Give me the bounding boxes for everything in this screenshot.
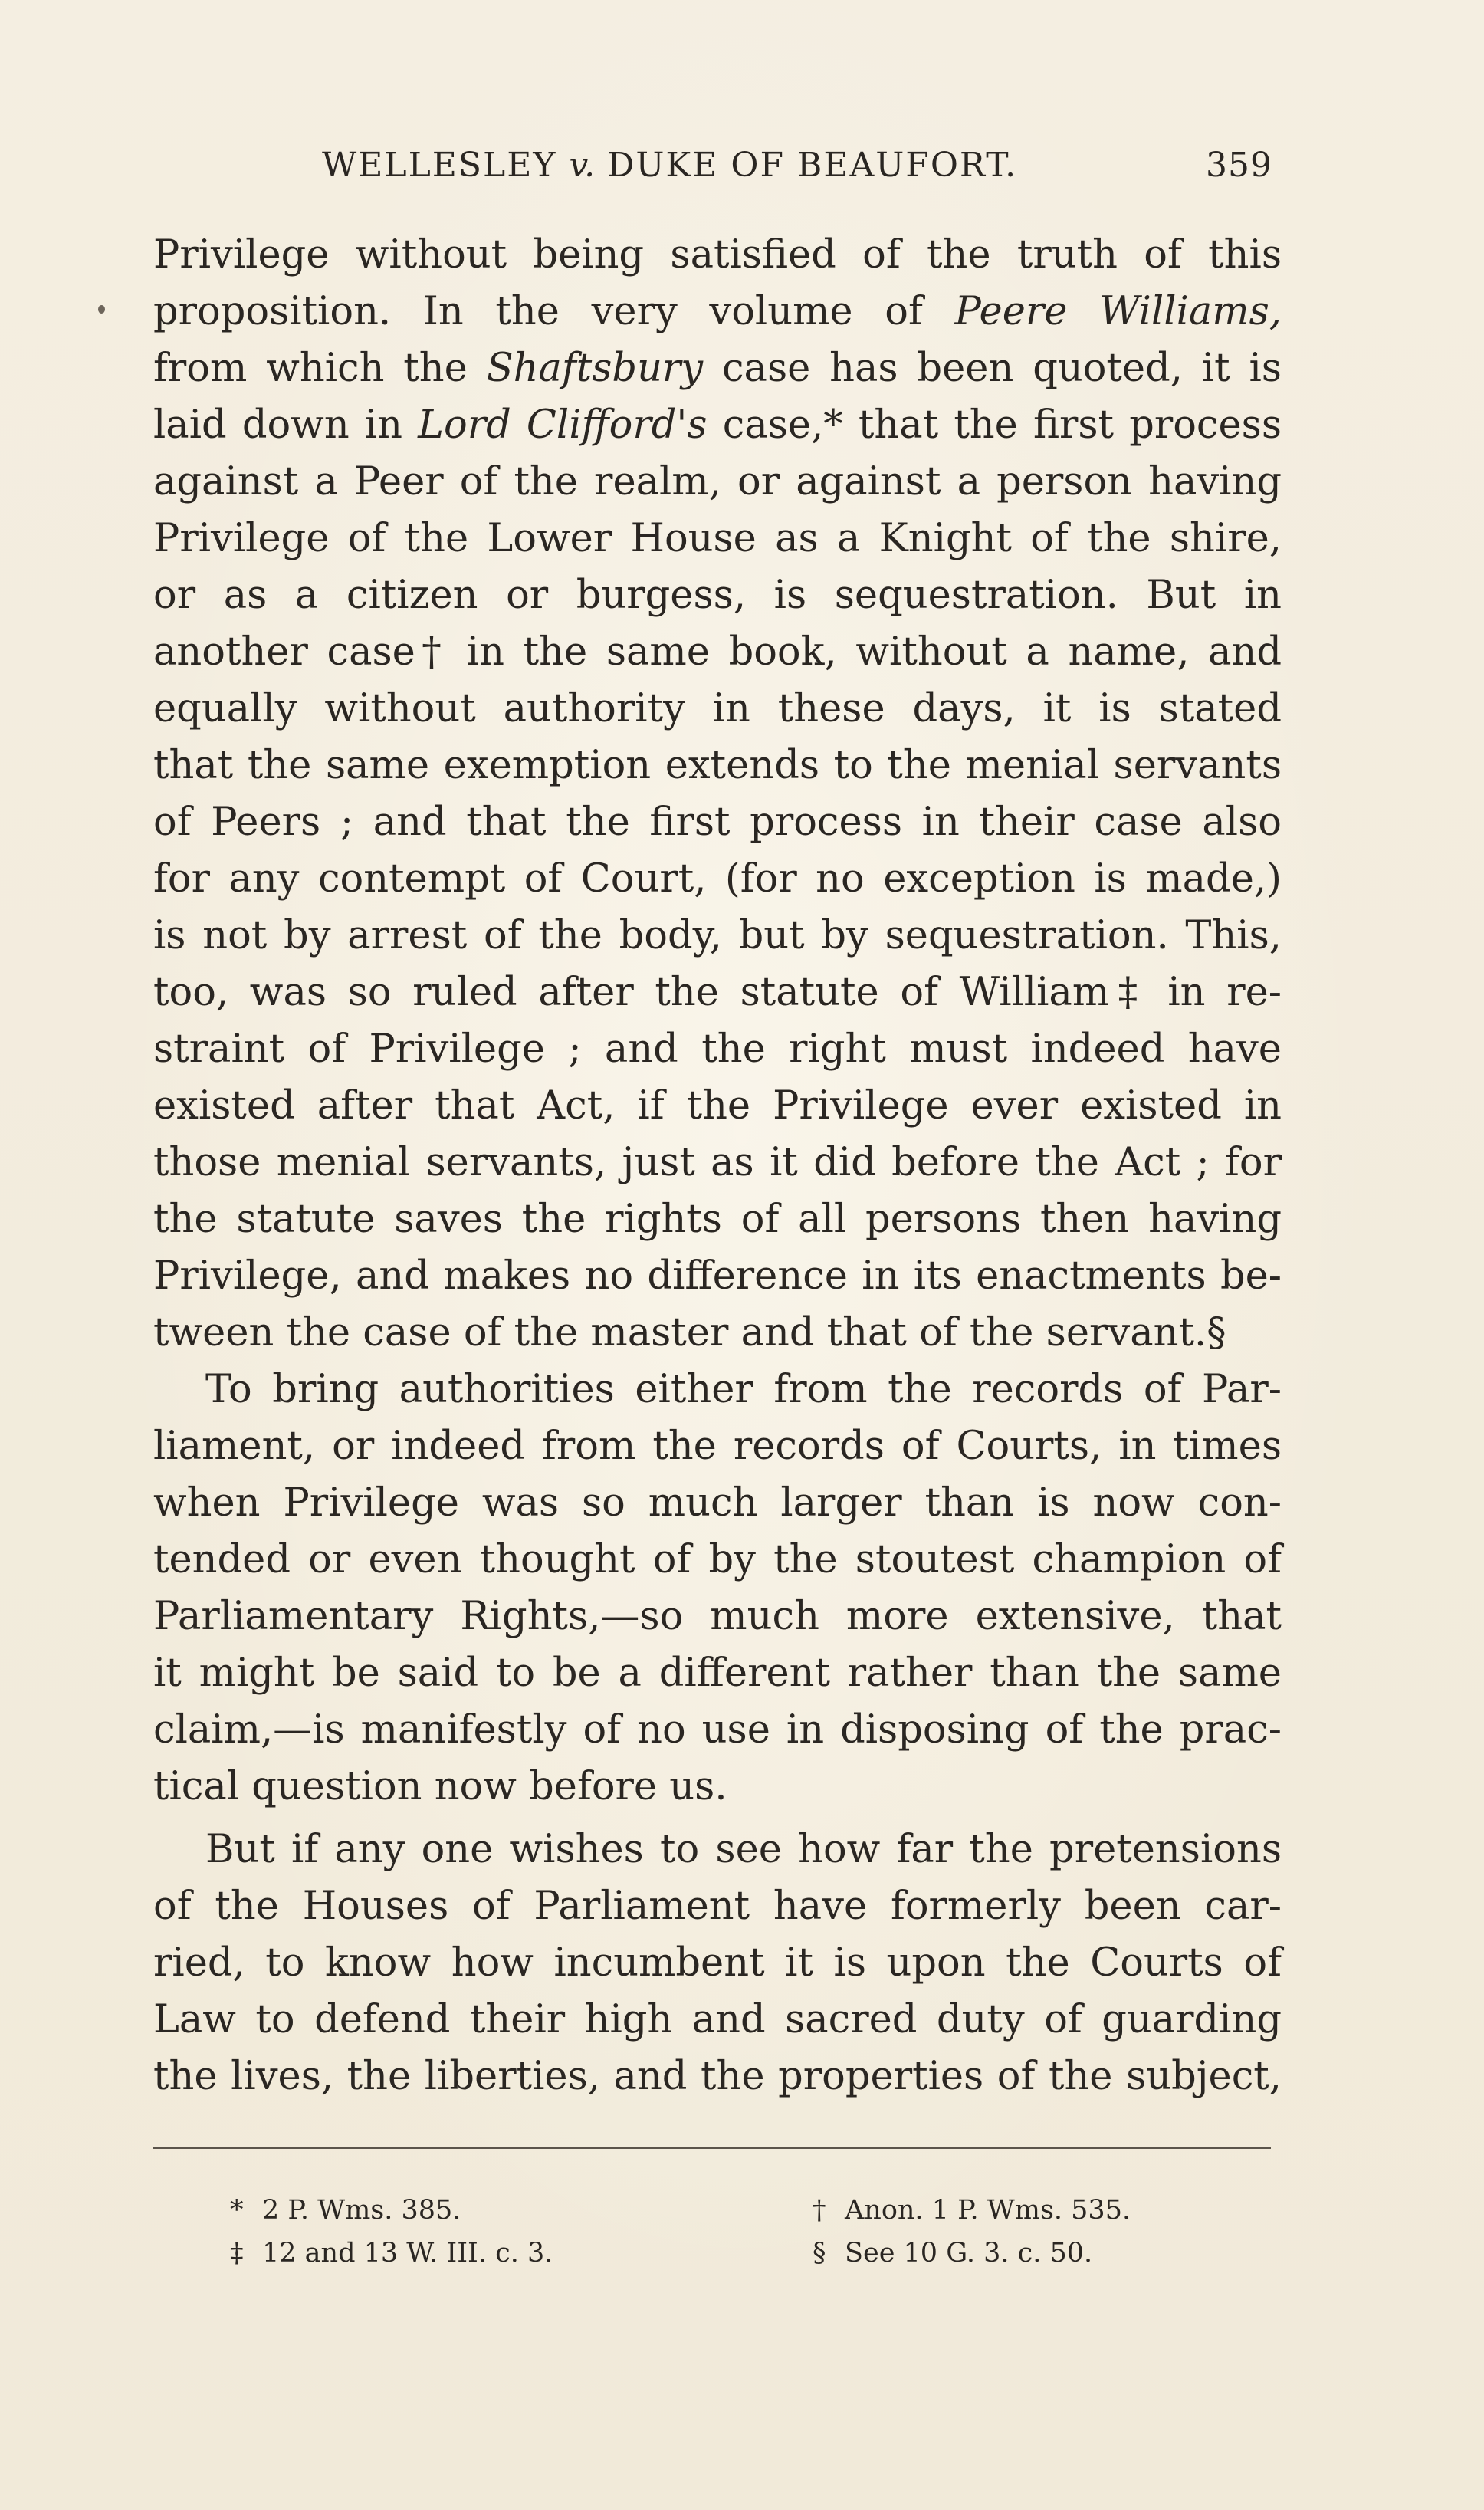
text-run: from which the	[153, 346, 468, 391]
text-line: too, was so ruled after the statute of William‡ in re-	[153, 970, 1282, 1015]
text-line: existed after that Act, if the Privilege ever existed in	[153, 1083, 1282, 1129]
text-line: liament, or indeed from the records of Courts, in times	[153, 1424, 1282, 1469]
footnote-mark: §	[813, 2238, 826, 2269]
footnote-text: 2 P. Wms. 385.	[262, 2195, 461, 2226]
footnote	[230, 2190, 461, 2231]
text-line: Privilege of the Lower House as a Knight of the shire,	[153, 516, 1282, 561]
text-line: claim,—is manifestly of no use in disposing of the prac-	[153, 1707, 1282, 1753]
italic-run: Peere Williams,	[954, 289, 1282, 334]
text-line: that the same exemption extends to the menial servants	[153, 743, 1282, 788]
text-line: straint of Privilege ; and the right must indeed have	[153, 1027, 1282, 1072]
text-run: proposition. In the very volume of	[153, 289, 923, 334]
italic-run: Shaftsbury	[486, 346, 704, 391]
text-line: another case† in the same book, without a name, and	[153, 629, 1282, 675]
title-versus: v.	[569, 146, 596, 185]
page-number: 359	[1206, 146, 1272, 185]
text-run: case has been quoted, it is	[721, 346, 1282, 391]
footnote	[813, 2232, 1092, 2274]
text-line: Privilege without being satisfied of the truth of this	[153, 232, 1282, 278]
text-line: Law to defend their high and sacred duty of guarding	[153, 1997, 1282, 2042]
footnote-rule	[153, 2147, 1271, 2149]
text-line: of Peers ; and that the first process in their case also	[153, 800, 1282, 845]
margin-mark	[98, 305, 105, 314]
text-line: is not by arrest of the body, but by sequestration. This,	[153, 913, 1282, 958]
text-line: Parliamentary Rights,—so much more extensive, that	[153, 1594, 1282, 1639]
footnote-text: See 10 G. 3. c. 50.	[845, 2238, 1093, 2269]
text-line	[153, 340, 1282, 397]
text-line: when Privilege was so much larger than is now con-	[153, 1480, 1282, 1526]
body-text	[153, 227, 1282, 2105]
footnote	[813, 2190, 1131, 2231]
text-line: tical question now before us.	[153, 1764, 727, 1809]
text-run: laid down in	[153, 402, 402, 448]
footnote	[230, 2232, 553, 2274]
title-part-2: DUKE OF BEAUFORT.	[607, 146, 1018, 185]
text-line: or as a citizen or burgess, is sequestration. But in	[153, 573, 1282, 618]
text-line: the statute saves the rights of all persons then having	[153, 1197, 1282, 1242]
footnote-text: Anon. 1 P. Wms. 535.	[845, 2195, 1131, 2226]
running-header	[322, 146, 1272, 199]
text-line: those menial servants, just as it did before the Act ; for	[153, 1140, 1282, 1185]
text-line: But if any one wishes to see how far the pretensions	[205, 1827, 1282, 1872]
text-line: equally without authority in these days, it is stated	[153, 686, 1282, 731]
footnote-mark: *	[230, 2195, 244, 2226]
text-line	[153, 397, 1282, 454]
footnote-mark: ‡	[230, 2238, 244, 2269]
text-line: To bring authorities either from the records of Par-	[205, 1367, 1282, 1412]
text-line: tended or even thought of by the stoutest champion of	[153, 1537, 1282, 1582]
text-line: ried, to know how incumbent it is upon the Courts of	[153, 1940, 1282, 1986]
italic-run: Lord Clifford's	[418, 402, 708, 448]
text-line: Privilege, and makes no difference in its enactments be-	[153, 1253, 1282, 1299]
text-line	[153, 284, 1282, 340]
text-line: the lives, the liberties, and the properties of the subject,	[153, 2054, 1282, 2099]
text-line: for any contempt of Court, (for no exception is made,)	[153, 856, 1282, 902]
title-part-1: WELLESLEY	[322, 146, 557, 185]
text-line: against a Peer of the realm, or against a person having	[153, 459, 1282, 504]
text-line: of the Houses of Parliament have formerly been car-	[153, 1884, 1282, 1929]
running-title	[322, 146, 1017, 185]
text-line: tween the case of the master and that of the servant.§	[153, 1310, 1226, 1355]
footnote-mark: †	[813, 2195, 826, 2226]
text-line: it might be said to be a different rather than the same	[153, 1651, 1282, 1696]
text-run: case,* that the first process	[722, 402, 1282, 448]
footnote-text: 12 and 13 W. III. c. 3.	[262, 2238, 553, 2269]
